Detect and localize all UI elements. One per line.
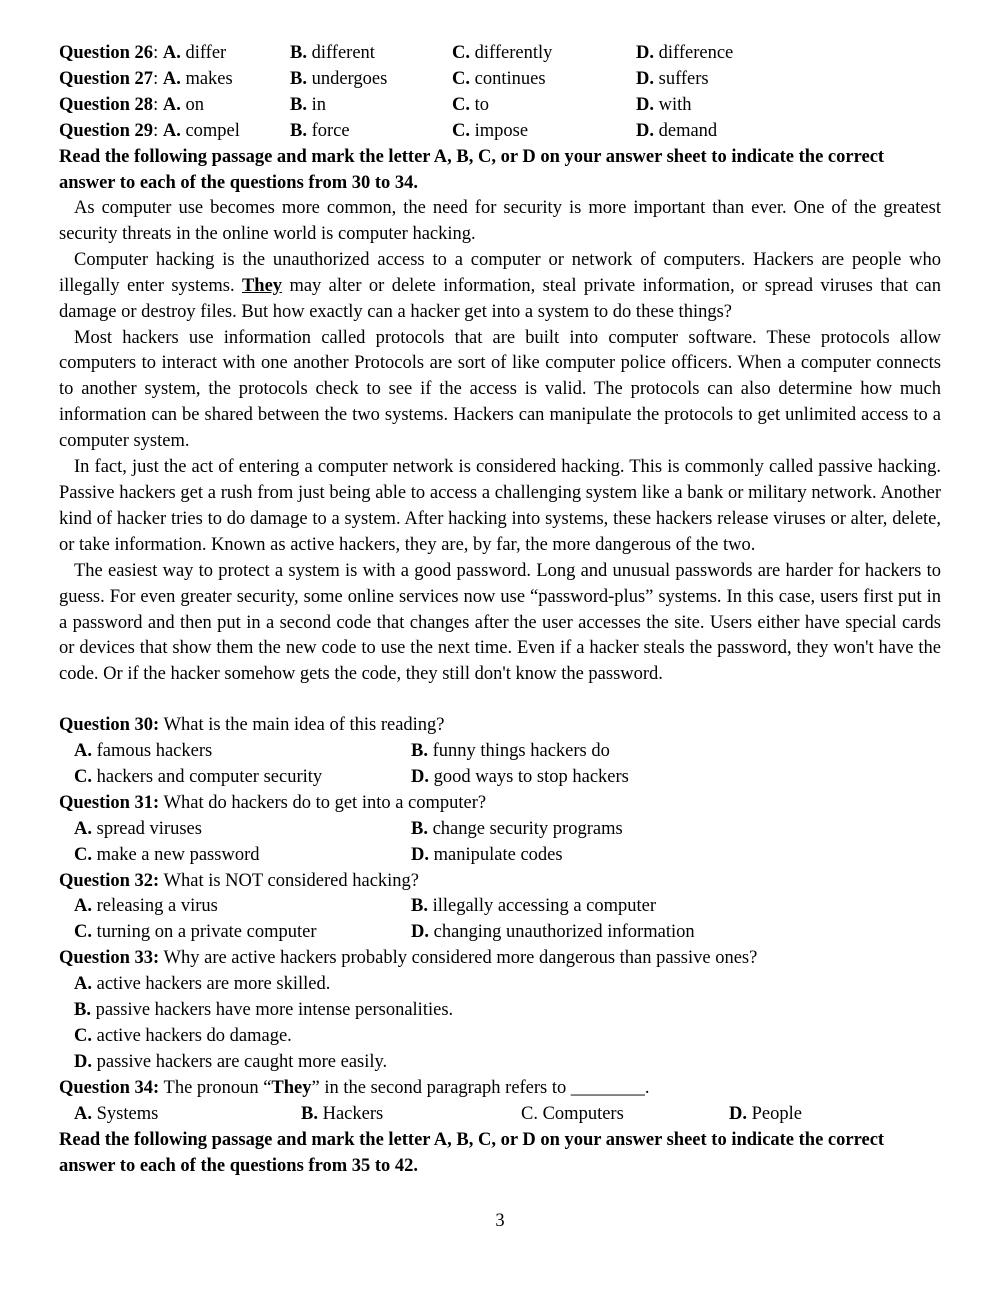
option-b: passive hackers have more intense personalities. (95, 1000, 454, 1021)
option-a: spread viruses (96, 818, 202, 839)
question-32: Question 32: What is NOT considered hacking? A. releasing a virus B. illegally accessing a computer C. turning on a private computer D. changing unauthorized information (59, 870, 695, 943)
option-a: active hackers are more skilled. (96, 974, 331, 995)
option-d: suffers (658, 69, 709, 89)
option-d: changing unauthorized information (433, 922, 695, 943)
option-c: C. Computers (521, 1103, 624, 1124)
option-a: famous hackers (96, 741, 213, 762)
option-d: passive hackers are caught more easily. (96, 1051, 388, 1072)
passage-paragraph-4: In fact, just the act of entering a computer network is considered hacking. This is commonly called passive hacking. Passive hackers get a rush from just being able to access a challenging system like a bank or military network. Another kind of hacker tries to do damage to a system. After hacking into systems, these hackers release viruses or alter, delete, or take information. Known as active hackers, they are, by far, the more dangerous of the two. (59, 457, 941, 555)
question-label: Question 26 (59, 43, 154, 63)
option-c: hackers and computer security (96, 767, 323, 787)
option-d: demand (658, 121, 718, 141)
option-d: People (751, 1103, 802, 1124)
question-33: Question 33: Why are active hackers probably considered more dangerous than passive ones? A. active hackers are more skilled. B. passive hackers have more intense personalities. C. active hackers do damage. D. passive hackers are caught more easily. (59, 948, 758, 1072)
option-b: undergoes (311, 69, 388, 89)
referent-word-they: They (241, 275, 283, 296)
option-a: differ (185, 43, 227, 63)
question-label: Question 27 (59, 69, 154, 89)
cloze-answer-grid (59, 40, 941, 144)
instruction-heading-2: Read the following passage and mark the letter A, B, C, or D on your answer sheet to indicate the correct answer to each of the questions from 35 to 42. (59, 1130, 885, 1177)
option-d: good ways to stop hackers (433, 767, 629, 787)
option-c: to (474, 95, 490, 115)
option-b: force (311, 121, 350, 141)
passage-paragraph-3: Most hackers use information called protocols that are built into computer software. These protocols allow computers to interact with one another Protocols are sort of like computer police officers. When a computer connects to another system, the protocols check to see if the access is valid. The protocols can also determine how much information can be shared between the two systems. Hackers can manipulate the protocols to get unlimited access to a computer system. (59, 327, 941, 452)
option-b: illegally accessing a computer (432, 896, 657, 917)
option-b: Hackers (322, 1103, 384, 1124)
option-a: Systems (96, 1103, 159, 1124)
question-label: Question 29 (59, 121, 154, 141)
option-a: compel (185, 121, 240, 141)
option-b: in (311, 95, 326, 115)
question-row-26: Question 26: A. differ B. different C. differently D. difference (59, 43, 734, 63)
document-page (59, 40, 941, 1179)
question-row-29: Question 29: A. compel B. force C. impose D. demand (59, 121, 718, 141)
option-c: active hackers do damage. (96, 1025, 292, 1046)
question-31: Question 31: What do hackers do to get into a computer? A. spread viruses B. change security programs C. make a new password D. manipulate codes (59, 792, 623, 865)
option-d: difference (658, 43, 734, 63)
question-row-28: Question 28: A. on B. in C. to D. with (59, 95, 692, 115)
option-a: releasing a virus (96, 896, 218, 917)
option-c: continues (474, 69, 546, 89)
option-c: impose (474, 121, 529, 141)
option-d: manipulate codes (433, 844, 563, 865)
question-30: Question 30: What is the main idea of this reading? A. famous hackers B. funny things hackers do C. hackers and computer security D. good ways to stop hackers (59, 715, 629, 787)
option-c: make a new password (96, 844, 260, 865)
option-b: different (311, 43, 375, 63)
reading-passage (59, 196, 941, 688)
option-b: change security programs (432, 818, 623, 839)
option-a: on (185, 95, 204, 115)
question-34: Question 34: The pronoun “They” in the second paragraph refers to ________. A. Systems B. Hackers C. Computers D. People (59, 1076, 941, 1128)
passage-paragraph-1: As computer use becomes more common, the need for security is more important than ever. One of the greatest security threats in the online world is computer hacking. (59, 198, 941, 244)
passage-paragraph-5: The easiest way to protect a system is with a good password. Long and unusual passwords are harder for hackers to guess. For even greater security, some online services now use “password-plus” systems. In this case, users first put in a password and then put in a second code that changes after the user accesses the site. Users either have special cards or devices that show them the new code to use the next time. Even if a hacker steals the password, they won't have the code. Or if the hacker somehow gets the code, they still don't know the password. (59, 560, 941, 685)
option-d: with (658, 95, 692, 115)
question-label: Question 28 (59, 95, 154, 115)
option-b: funny things hackers do (432, 741, 610, 762)
option-a: makes (185, 69, 233, 89)
page-number: 3 (495, 1211, 505, 1231)
option-c: differently (474, 43, 553, 63)
option-c: turning on a private computer (96, 922, 317, 943)
passage-paragraph-2: Computer hacking is the unauthorized access to a computer or network of computers. Hackers are people who illegally enter systems. They may alter or delete information, steal private information, or spread viruses that can damage or destroy files. But how exactly can a hacker get into a system to do these things? (59, 249, 942, 322)
instruction-heading: Read the following passage and mark the letter A, B, C, or D on your answer sheet to indicate the correct answer to each of the questions from 30 to 34. (59, 147, 885, 193)
question-row-27: Question 27: A. makes B. undergoes C. continues D. suffers (59, 69, 709, 89)
